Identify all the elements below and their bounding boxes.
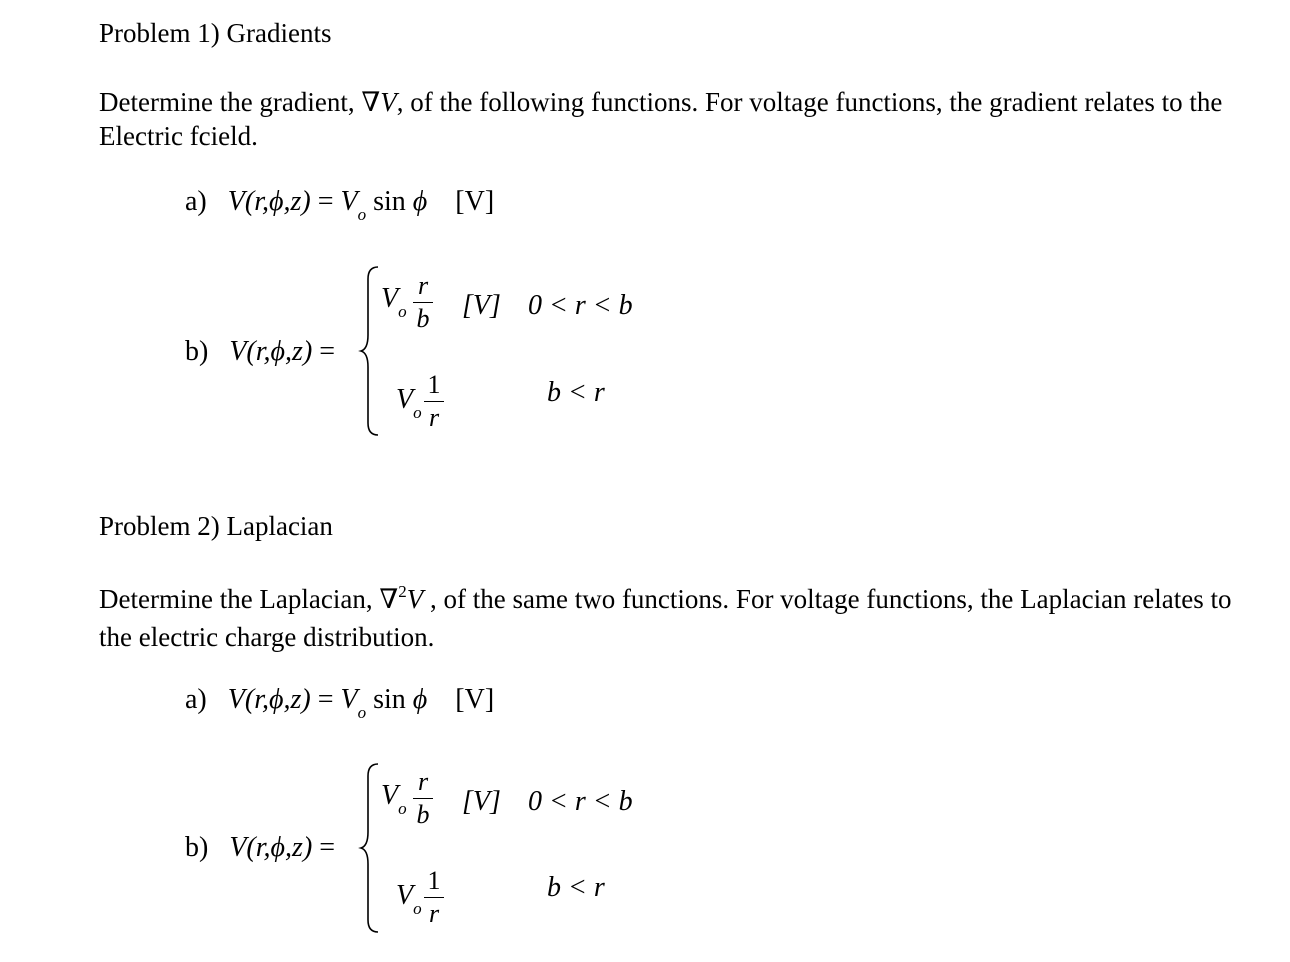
case2-condition: b < r	[547, 872, 605, 903]
equals-sign: =	[317, 186, 334, 217]
phi-symbol: ϕ	[412, 186, 428, 217]
laplacian-nabla: ∇	[379, 584, 399, 614]
unit-label: [V]	[455, 186, 495, 217]
problem2-desc-after: , of the same two functions. For voltage functions, the Laplacian relates to the electric charge distribution.	[99, 584, 1232, 652]
problem2-part-a	[185, 684, 495, 722]
case1-fraction: r b	[413, 271, 433, 334]
problem2-description	[99, 582, 1239, 654]
case1-unit: [V]	[462, 290, 501, 321]
problem1-desc-before: Determine the gradient,	[99, 87, 362, 117]
v-naught-subscript: o	[357, 205, 367, 224]
case1-coefficient: $V_o$	[381, 780, 407, 818]
unit-label: [V]	[455, 684, 495, 715]
case2-coefficient: $V_o$	[396, 384, 422, 422]
case2-coefficient: $V_o$	[396, 880, 422, 918]
problem1-part-a	[185, 186, 495, 224]
case1-fraction: r b	[413, 767, 433, 830]
equals-sign: =	[317, 684, 334, 715]
problem1-heading: Problem 1) Gradients	[99, 18, 332, 48]
equals-sign: =	[319, 336, 336, 367]
problem1-part-b	[185, 336, 335, 368]
laplacian-v: V	[406, 584, 424, 614]
v-naught: V	[340, 186, 358, 217]
part-a-label: a)	[185, 186, 207, 217]
case1-condition: 0 < r < b	[528, 786, 633, 817]
case2-fraction: 1 r	[424, 370, 444, 433]
sine-function: sin	[373, 186, 406, 217]
part-a-lhs: V(r,ϕ,z)	[227, 684, 311, 715]
v-naught: V	[340, 684, 358, 715]
part-a-lhs: V(r,ϕ,z)	[227, 186, 311, 217]
part-b-label: b)	[185, 832, 209, 863]
part-b-lhs: V(r,ϕ,z)	[229, 832, 313, 863]
equals-sign: =	[319, 832, 336, 863]
case1-coefficient: $V_o$	[381, 283, 407, 321]
phi-symbol: ϕ	[412, 684, 428, 715]
problem1-desc-after: , of the following functions. For voltage functions, the gradient relates to the Electric fcield.	[99, 87, 1223, 151]
part-b-lhs: V(r,ϕ,z)	[229, 336, 313, 367]
sine-function: sin	[373, 684, 406, 715]
laplacian-superscript: 2	[398, 582, 407, 601]
part-a-label: a)	[185, 684, 207, 715]
problem2-desc-before: Determine the Laplacian,	[99, 584, 380, 614]
case2-condition: b < r	[547, 377, 605, 408]
part-b-label: b)	[185, 336, 209, 367]
v-naught-subscript: o	[357, 703, 367, 722]
problem2-heading: Problem 2) Laplacian	[99, 511, 333, 541]
case2-fraction: 1 r	[424, 866, 444, 929]
case1-condition: 0 < r < b	[528, 290, 633, 321]
case1-unit: [V]	[462, 786, 501, 817]
gradient-symbol: ∇V	[361, 87, 397, 117]
problem2-part-b	[185, 832, 335, 864]
problem1-description	[99, 85, 1239, 153]
